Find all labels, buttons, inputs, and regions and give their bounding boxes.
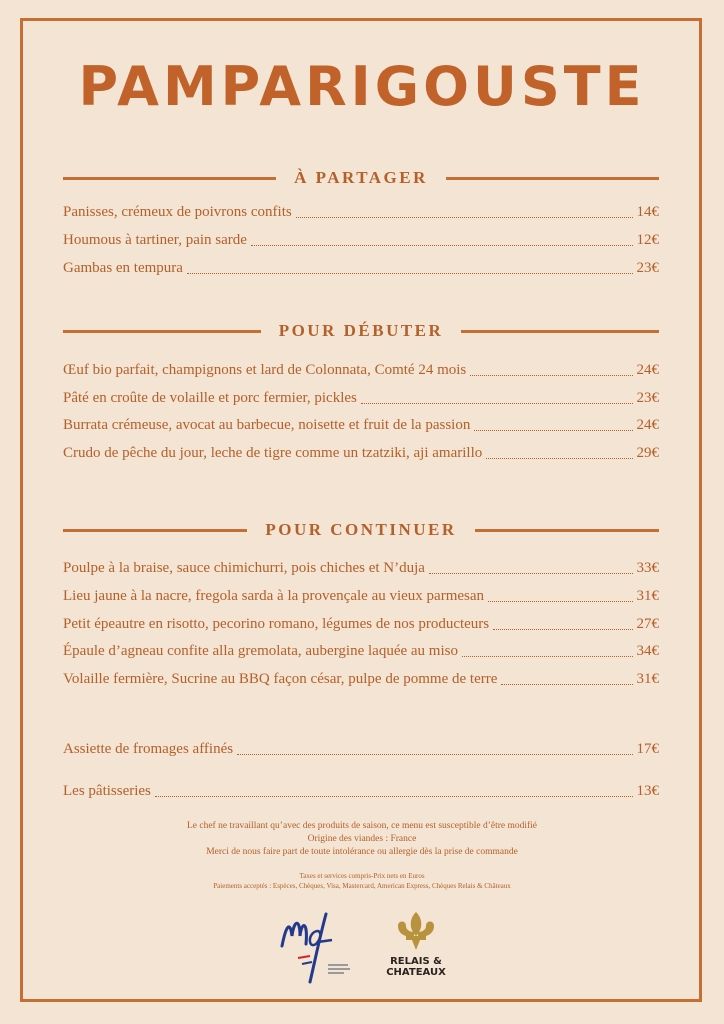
heading-rule-right	[461, 330, 659, 333]
menu-item	[63, 390, 659, 410]
heading-rule-right	[475, 529, 659, 532]
item-name: Crudo de pêche du jour, leche de tigre comme un tzatziki, aji amarillo	[63, 445, 483, 461]
menu-item	[63, 560, 659, 580]
item-price: 31€	[636, 671, 659, 687]
item-price: 29€	[636, 445, 659, 461]
menu-item	[63, 671, 659, 691]
leader-dots	[361, 402, 633, 404]
fleur-de-lis-icon	[394, 910, 438, 952]
menu-item	[63, 616, 659, 636]
item-price: 12€	[636, 232, 659, 248]
item-name: Les pâtisseries	[63, 783, 151, 799]
leader-dots	[501, 683, 632, 685]
leader-dots	[187, 272, 633, 274]
item-name: Poulpe à la braise, sauce chimichurri, pois chiches et N’duja	[63, 560, 425, 576]
item-name: Épaule d’agneau confite alla gremolata, aubergine laquée au miso	[63, 643, 458, 659]
item-price: 23€	[636, 390, 659, 406]
menu-item-cheese	[63, 741, 659, 761]
leader-dots	[486, 457, 632, 459]
item-name: Lieu jaune à la nacre, fregola sarda à la provençale au vieux parmesan	[63, 588, 485, 604]
relais-chateaux-logo	[380, 910, 452, 982]
item-price: 23€	[636, 260, 659, 276]
note-meat-origin: Origine des viandes : France	[307, 834, 417, 844]
item-name: Volaille fermière, Sucrine au BBQ façon césar, pulpe de pomme de terre	[63, 671, 498, 687]
item-price: 27€	[636, 616, 659, 632]
item-name: Petit épeautre en risotto, pecorino romano, légumes de nos producteurs	[63, 616, 490, 632]
menu-item	[63, 417, 659, 437]
item-name: Burrata crémeuse, avocat au barbecue, noisette et fruit de la passion	[63, 417, 471, 433]
item-name: Houmous à tartiner, pain sarde	[63, 232, 247, 248]
leader-dots	[429, 572, 633, 574]
restaurant-title: PAMPARIGOUSTE	[78, 55, 646, 118]
section-heading-pour-debuter	[63, 319, 659, 343]
leader-dots	[488, 600, 632, 602]
leader-dots	[474, 429, 632, 431]
section-heading-a-partager	[63, 166, 659, 190]
item-price: 33€	[636, 560, 659, 576]
heading-rule-right	[446, 177, 659, 180]
menu-item-pastries	[63, 783, 659, 803]
item-price: 13€	[636, 783, 659, 799]
item-price: 31€	[636, 588, 659, 604]
item-name: Gambas en tempura	[63, 260, 183, 276]
menu-item	[63, 445, 659, 465]
mof-logo	[276, 906, 352, 986]
leader-dots	[493, 628, 632, 630]
item-name: Assiette de fromages affinés	[63, 741, 234, 757]
item-price: 34€	[636, 643, 659, 659]
leader-dots	[470, 374, 632, 376]
menu-item	[63, 588, 659, 608]
section-title: POUR CONTINUER	[265, 520, 457, 539]
menu-item	[63, 232, 659, 252]
section-heading-pour-continuer	[63, 518, 659, 542]
relais-line2: CHATEAUX	[386, 967, 446, 978]
menu-item	[63, 204, 659, 224]
note-payments: Paiements acceptés : Espèces, Chèques, Visa, Mastercard, American Express, Chèques Relais & Châteaux	[213, 882, 511, 890]
item-price: 14€	[636, 204, 659, 220]
item-price: 17€	[636, 741, 659, 757]
note-allergy: Merci de nous faire part de toute intolérance ou allergie dès la prise de commande	[206, 847, 518, 857]
item-name: Œuf bio parfait, champignons et lard de Colonnata, Comté 24 mois	[63, 362, 467, 378]
leader-dots	[237, 753, 632, 755]
item-price: 24€	[636, 417, 659, 433]
mof-logo-icon	[276, 906, 352, 986]
menu-item	[63, 362, 659, 382]
item-name: Panisses, crémeux de poivrons confits	[63, 204, 292, 220]
menu-item	[63, 260, 659, 280]
relais-line1: RELAIS &	[390, 956, 442, 967]
menu-item	[63, 643, 659, 663]
leader-dots	[296, 216, 633, 218]
item-name: Pâté en croûte de volaille et porc fermier, pickles	[63, 390, 357, 406]
note-seasonal: Le chef ne travaillant qu’avec des produits de saison, ce menu est susceptible d’être modifié	[186, 821, 538, 831]
section-title: POUR DÉBUTER	[278, 321, 444, 340]
heading-rule-left	[63, 529, 247, 532]
heading-rule-left	[63, 330, 261, 333]
leader-dots	[462, 655, 633, 657]
leader-dots	[155, 795, 633, 797]
leader-dots	[251, 244, 633, 246]
section-title: À PARTAGER	[294, 168, 428, 187]
heading-rule-left	[63, 177, 276, 180]
note-taxes: Taxes et services compris-Prix nets en Euros	[299, 872, 425, 880]
item-price: 24€	[636, 362, 659, 378]
